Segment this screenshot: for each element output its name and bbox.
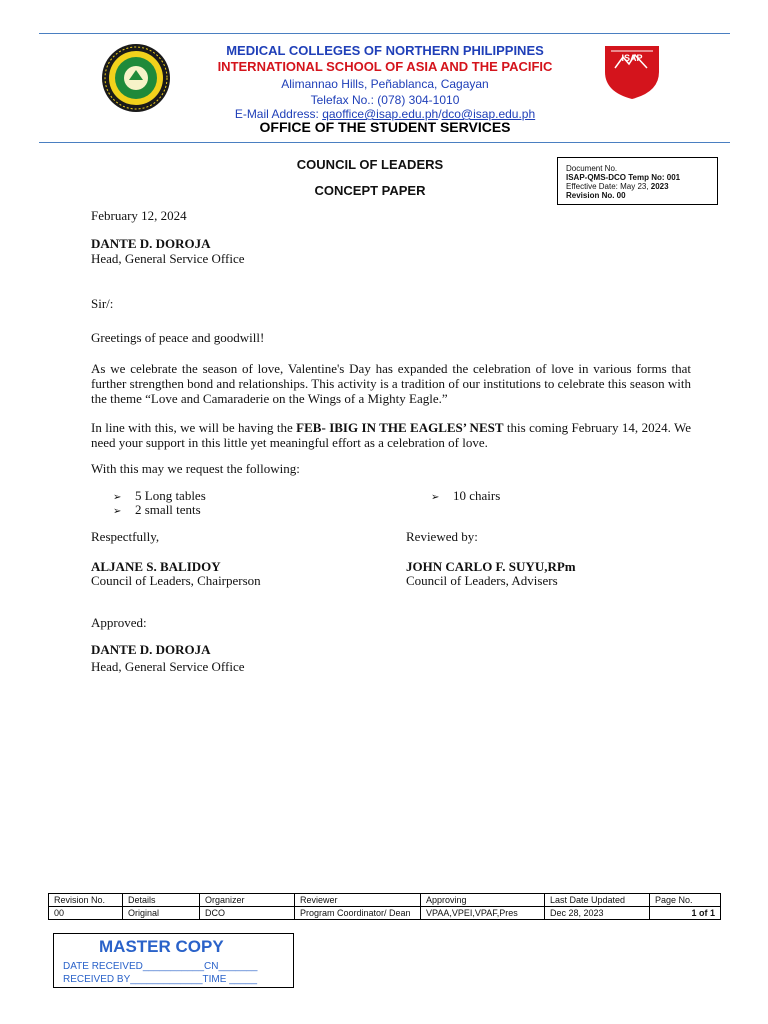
table-header-cell: Reviewer — [295, 894, 421, 907]
request-item — [113, 502, 201, 518]
received-by-line: RECEIVED BY_____________TIME _____ — [63, 974, 258, 985]
table-header-cell: Last Date Updated — [545, 894, 650, 907]
council-title: COUNCIL OF LEADERS — [296, 157, 444, 172]
request-item-label: 2 small tents — [135, 502, 201, 517]
date-received-line: DATE RECEIVED___________CN_______ — [63, 961, 258, 972]
header-bottom-rule — [39, 142, 730, 143]
signatory-1-title: Council of Leaders, Chairperson — [91, 573, 261, 588]
table-header-cell: Page No. — [650, 894, 721, 907]
request-intro: With this may we request the following: — [91, 461, 300, 476]
concept-paper-title: CONCEPT PAPER — [314, 183, 426, 198]
school-name-1: MEDICAL COLLEGES OF NORTHERN PHILIPPINES — [226, 43, 544, 58]
signatory-2-title: Council of Leaders, Advisers — [406, 573, 558, 588]
table-row — [49, 907, 721, 920]
paragraph-2 — [91, 420, 691, 450]
table-cell: DCO — [200, 907, 295, 920]
respectfully-label: Respectfully, — [91, 529, 160, 544]
school-address: Alimannao Hills, Peñablanca, Cagayan — [281, 77, 489, 91]
table-cell: Dec 28, 2023 — [545, 907, 650, 920]
office-title: OFFICE OF THE STUDENT SERVICES — [259, 119, 511, 135]
email-link-qaoffice[interactable]: qaoffice@isap.edu.ph — [322, 107, 439, 121]
arrow-bullet-icon: ➢ — [113, 492, 122, 503]
request-item — [431, 488, 500, 504]
table-cell: 00 — [49, 907, 123, 920]
paragraph-1: As we celebrate the season of love, Valentine's Day has expanded the celebration of love in various forms that further strengthen bond and relationships. This activity is a tradition of our institutions to celebrate this season with the theme “Love and Camaraderie on the Wings of a Mighty Eagle.” — [91, 361, 691, 406]
document-info-box — [557, 157, 718, 205]
table-cell: Original — [123, 907, 200, 920]
recipient-title: Head, General Service Office — [91, 251, 245, 266]
table-header-cell: Organizer — [200, 894, 295, 907]
school-telefax: Telefax No.: (078) 304-1010 — [310, 93, 460, 107]
arrow-bullet-icon: ➢ — [431, 492, 440, 503]
doc-effective-year: 2023 — [650, 182, 669, 191]
p2-rest: this coming February 14, 2024. We need your support in this little yet meaningful effort as a celebration of love. — [91, 420, 692, 450]
approver-name: DANTE D. DOROJA — [91, 642, 211, 657]
approved-label: Approved: — [91, 615, 147, 630]
signatory-2-name: JOHN CARLO F. SUYU,RPm — [406, 559, 576, 574]
doc-number: ISAP-QMS-DCO Temp No: 001 — [566, 173, 681, 182]
greeting: Greetings of peace and goodwill! — [91, 330, 265, 345]
email-label: E-Mail Address: — [234, 107, 323, 121]
table-header-cell: Revision No. — [49, 894, 123, 907]
signatory-1-name: ALJANE S. BALIDOY — [91, 559, 221, 574]
recipient-name: DANTE D. DOROJA — [91, 236, 211, 251]
email-separator: / — [438, 107, 442, 121]
letter-date: February 12, 2024 — [91, 208, 187, 223]
approver-title: Head, General Service Office — [91, 659, 245, 674]
doc-revision: Revision No. 00 — [566, 191, 626, 200]
master-copy-stamp — [53, 933, 294, 988]
salutation: Sir/: — [91, 296, 114, 311]
doc-effective-label: Effective Date: May 23, — [566, 182, 651, 191]
revision-table — [48, 893, 721, 920]
request-item-label: 5 Long tables — [135, 488, 206, 503]
table-header-cell: Details — [123, 894, 200, 907]
table-cell: 1 of 1 — [650, 907, 721, 920]
table-cell: VPAA,VPEI,VPAF,Pres — [421, 907, 545, 920]
header-top-rule — [39, 33, 730, 34]
doc-label: Document No. — [566, 164, 618, 173]
master-copy-title: MASTER COPY — [99, 937, 224, 956]
event-name: FEB- IBIG IN THE EAGLES’ NEST — [296, 420, 504, 435]
table-cell: Program Coordinator/ Dean — [295, 907, 421, 920]
isap-logo-text: ISAP — [621, 53, 643, 63]
arrow-bullet-icon: ➢ — [113, 506, 122, 517]
request-item-label: 10 chairs — [453, 488, 501, 503]
p2-intro: In line with this, we will be having the — [91, 420, 297, 435]
email-link-dco[interactable]: dco@isap.edu.ph — [441, 107, 536, 121]
table-header-cell: Approving — [421, 894, 545, 907]
reviewed-by-label: Reviewed by: — [406, 529, 478, 544]
school-name-2: INTERNATIONAL SCHOOL OF ASIA AND THE PACIFIC — [217, 59, 553, 74]
doc-effective-date — [566, 182, 717, 191]
table-header-row — [49, 894, 721, 907]
